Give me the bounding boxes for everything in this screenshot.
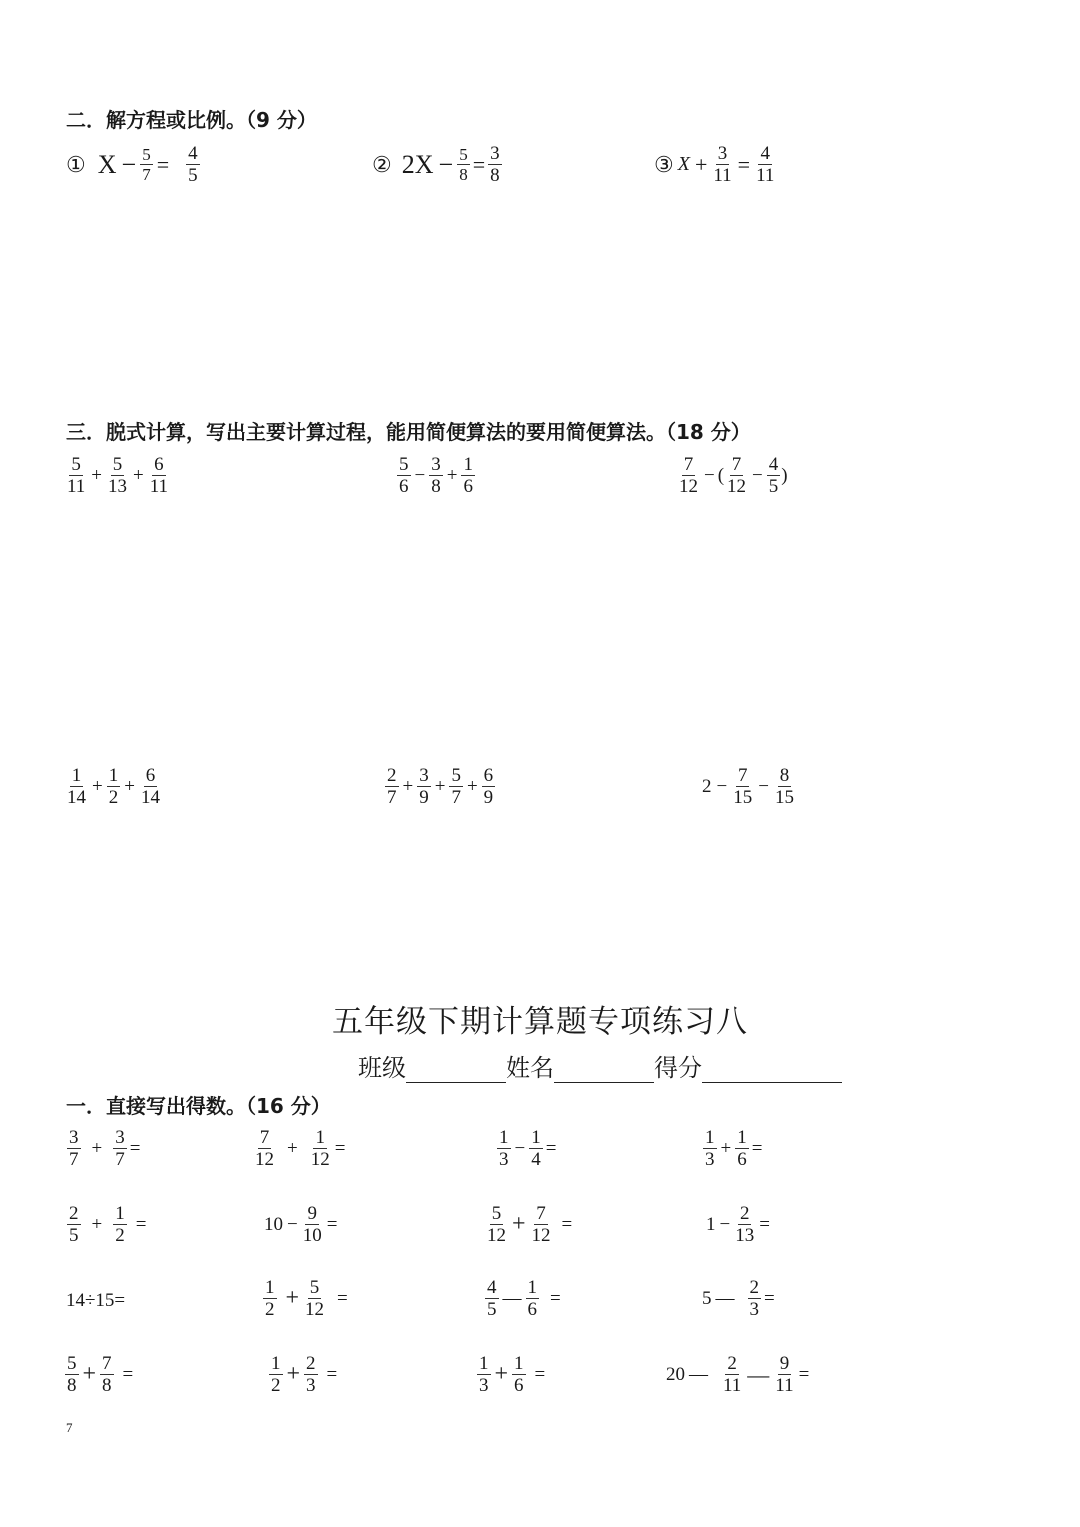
numerator: 1 [265, 1277, 275, 1298]
numerator: 3 [115, 1127, 125, 1148]
denominator: 4 [531, 1149, 541, 1171]
denominator: 5 [188, 165, 198, 187]
denominator: 6 [463, 476, 473, 498]
name-label: 姓名 [506, 1054, 554, 1082]
numerator: 4 [760, 143, 770, 164]
fraction [733, 1203, 756, 1247]
denominator: 9 [483, 787, 494, 809]
fraction [263, 1277, 277, 1321]
numerator: 5 [309, 1277, 320, 1298]
operator: + [82, 1361, 97, 1388]
fraction [477, 1353, 491, 1397]
numerator: 4 [188, 143, 198, 164]
problem-4-4 [664, 1353, 811, 1397]
numerator: 2 [739, 1203, 750, 1224]
fraction [301, 1203, 324, 1247]
numerator: 4 [768, 454, 779, 475]
score-blank [702, 1060, 842, 1083]
right-parenthesis: ) [781, 464, 788, 486]
denominator: 6 [399, 476, 409, 498]
problem-2-4 [704, 1203, 772, 1247]
numerator: 1 [737, 1127, 747, 1148]
denominator: 12 [310, 1149, 330, 1171]
denominator: 3 [479, 1375, 489, 1397]
problem-3-3-direct [484, 1277, 563, 1321]
problem-1-3 [496, 1127, 558, 1171]
operator: + [494, 1361, 509, 1388]
fraction [269, 1353, 283, 1397]
operator: + [286, 1361, 301, 1388]
problem-3-3 [676, 454, 788, 498]
numerator: 2 [69, 1203, 79, 1224]
page-number: 7 [66, 1420, 73, 1435]
denominator: 5 [69, 1225, 79, 1247]
fraction [309, 1127, 332, 1171]
fraction [397, 454, 411, 498]
equals-sign: = [122, 1363, 134, 1385]
problem-1-2 [252, 1127, 347, 1171]
numerator: 1 [705, 1127, 715, 1148]
fraction [100, 1353, 114, 1397]
operator: + [91, 1137, 103, 1159]
equals-sign: = [156, 151, 170, 177]
problem-2-3 [484, 1203, 574, 1247]
denominator: 7 [451, 787, 461, 809]
fraction [485, 1203, 508, 1247]
denominator: 14 [140, 787, 160, 809]
problem-4-2 [268, 1353, 339, 1397]
fraction [139, 765, 162, 809]
numerator: 1 [527, 1277, 537, 1298]
equals-sign: = [334, 1137, 346, 1159]
operator: + [285, 1285, 300, 1312]
whole-number: 1 [706, 1213, 716, 1235]
operator: − [716, 775, 728, 797]
numerator: 5 [142, 145, 151, 165]
numerator: 3 [431, 454, 441, 475]
class-label: 班级 [358, 1054, 406, 1082]
numerator: 1 [315, 1127, 325, 1148]
fraction [721, 1353, 743, 1397]
numerator: 7 [259, 1127, 270, 1148]
denominator: 2 [108, 787, 119, 809]
fraction [67, 1127, 81, 1171]
fraction [113, 1203, 127, 1247]
score-label: 得分 [654, 1054, 702, 1082]
operator: + [91, 464, 103, 486]
equals-sign: = [326, 1363, 338, 1385]
numerator: 3 [419, 765, 429, 786]
problem-4-3 [476, 1353, 547, 1397]
denominator: 7 [387, 787, 397, 809]
fraction [530, 1203, 553, 1247]
denominator: 13 [108, 476, 128, 498]
numerator: 7 [737, 765, 748, 786]
operator: + [694, 151, 708, 177]
equals-sign: = [545, 1137, 557, 1159]
denominator: 12 [531, 1225, 551, 1247]
fraction [67, 1203, 81, 1247]
numerator: 1 [271, 1353, 281, 1374]
numerator: 1 [531, 1127, 541, 1148]
problem-3-1-direct [66, 1290, 125, 1312]
fraction [253, 1127, 276, 1171]
numerator: 1 [463, 454, 473, 475]
numerator: 3 [717, 143, 728, 164]
numerator: 7 [683, 454, 694, 475]
denominator: 13 [735, 1225, 755, 1247]
numerator: 4 [487, 1277, 497, 1298]
denominator: 3 [306, 1375, 316, 1397]
fraction [140, 145, 153, 184]
equals-sign: = [764, 1287, 775, 1309]
numerator: 5 [67, 1353, 77, 1374]
numerator: 1 [479, 1353, 489, 1374]
name-blank [554, 1060, 654, 1083]
fraction [304, 1353, 318, 1397]
numerator: 7 [731, 454, 742, 475]
problem-2-2 [262, 1203, 339, 1247]
operator: + [287, 1137, 298, 1159]
equals-sign: = [472, 151, 486, 177]
expression-text: 14÷15= [66, 1290, 126, 1311]
fraction [65, 765, 88, 809]
fraction [526, 1277, 540, 1321]
denominator: 2 [115, 1225, 125, 1247]
operator: − [121, 149, 137, 179]
numerator: 1 [71, 765, 82, 786]
operator: − [758, 775, 769, 797]
fraction [735, 1127, 749, 1171]
problem-2-1 [66, 1203, 148, 1247]
left-parenthesis: ( [717, 464, 725, 486]
equals-sign: = [326, 1213, 338, 1235]
fraction [429, 454, 443, 498]
variable-2x: 2X [401, 149, 434, 179]
operator: − [752, 464, 763, 486]
variable-x: X [677, 153, 690, 176]
operator: + [402, 775, 414, 797]
denominator: 3 [749, 1299, 759, 1321]
equals-sign: = [737, 151, 751, 177]
problem-4-1 [64, 1353, 135, 1397]
fraction [773, 765, 796, 809]
numerator: 5 [399, 454, 409, 475]
fraction [703, 1127, 717, 1171]
fraction [485, 1277, 499, 1321]
numerator: 5 [491, 1203, 502, 1224]
fraction [711, 143, 733, 187]
operator: − [719, 1213, 731, 1235]
fraction [303, 1277, 326, 1321]
problem-3-2 [396, 454, 476, 498]
fraction [773, 1353, 795, 1397]
denominator: 12 [487, 1225, 506, 1247]
numerator: 8 [779, 765, 790, 786]
numerator: 2 [727, 1353, 737, 1374]
numerator: 1 [108, 765, 119, 786]
numerator: 1 [514, 1353, 524, 1374]
whole-number: 2 [702, 775, 712, 797]
denominator: 7 [142, 165, 151, 185]
class-name-score-line [358, 1048, 842, 1083]
fraction [754, 143, 776, 187]
whole-number: 5 [702, 1287, 712, 1309]
operator: − [704, 464, 715, 486]
circled-number-1: ① [66, 151, 86, 177]
denominator: 8 [102, 1375, 112, 1397]
denominator: 11 [756, 165, 775, 187]
fraction [449, 765, 463, 809]
numerator: 5 [112, 454, 123, 475]
operator: + [92, 775, 103, 797]
operator: + [434, 775, 446, 797]
numerator: 7 [102, 1353, 112, 1374]
denominator: 2 [265, 1299, 275, 1321]
fraction [529, 1127, 543, 1171]
fraction [385, 765, 399, 809]
problem-3-6 [700, 765, 797, 809]
denominator: 12 [305, 1299, 325, 1321]
fraction [767, 454, 781, 498]
operator: — [502, 1287, 522, 1309]
denominator: 15 [733, 787, 753, 809]
operator: + [720, 1137, 732, 1159]
operator: + [466, 775, 478, 797]
operator: − [438, 149, 454, 179]
denominator: 10 [302, 1225, 322, 1247]
page-title: 五年级下期计算题专项练习八 [332, 1004, 748, 1040]
problem-3-5 [384, 765, 496, 809]
operator: + [512, 1211, 526, 1238]
problem-3-1 [64, 454, 171, 498]
equals-sign: = [759, 1213, 770, 1235]
operator: − [287, 1213, 298, 1235]
denominator: 7 [69, 1149, 79, 1171]
denominator: 14 [67, 787, 86, 809]
fraction [113, 1127, 127, 1171]
denominator: 8 [67, 1375, 77, 1397]
fraction [488, 143, 502, 187]
fraction [677, 454, 700, 498]
denominator: 8 [459, 165, 468, 185]
denominator: 12 [679, 476, 698, 498]
numerator: 3 [69, 1127, 79, 1148]
problem-3-4 [64, 765, 163, 809]
circled-number-2: ② [372, 151, 392, 177]
equals-sign: = [751, 1137, 763, 1159]
numerator: 6 [145, 765, 156, 786]
equals-sign: = [561, 1213, 573, 1235]
denominator: 11 [713, 165, 732, 187]
numerator: 1 [499, 1127, 509, 1148]
denominator: 2 [271, 1375, 281, 1397]
denominator: 5 [487, 1299, 497, 1321]
numerator: 5 [71, 454, 81, 475]
operator: — [715, 1287, 735, 1309]
operator: — [689, 1363, 708, 1385]
problem-1-4 [702, 1127, 764, 1171]
whole-number: 20 [666, 1363, 685, 1385]
equals-sign: = [337, 1287, 348, 1309]
numerator: 9 [779, 1353, 790, 1374]
denominator: 6 [737, 1149, 747, 1171]
denominator: 15 [774, 787, 794, 809]
variable-x: X [97, 149, 117, 179]
equals-sign: = [798, 1363, 810, 1385]
section-3-heading: 三．脱式计算，写出主要计算过程，能用简便算法的要用简便算法。（18 分） [66, 420, 751, 444]
fraction [148, 454, 170, 498]
denominator: 11 [775, 1375, 794, 1397]
numerator: 1 [115, 1203, 125, 1224]
denominator: 6 [527, 1299, 537, 1321]
fraction [461, 454, 475, 498]
numerator: 3 [490, 143, 500, 164]
equals-sign: = [135, 1213, 147, 1235]
numerator: 2 [749, 1277, 759, 1298]
fraction [731, 765, 754, 809]
fraction [725, 454, 748, 498]
numerator: 9 [307, 1203, 317, 1224]
fraction [417, 765, 431, 809]
numerator: 6 [483, 765, 494, 786]
fraction [512, 1353, 526, 1397]
circled-number-3: ③ [654, 151, 674, 177]
equals-sign: = [534, 1363, 546, 1385]
operator: + [446, 464, 458, 486]
whole-number: 10 [264, 1213, 283, 1235]
denominator: 8 [490, 165, 500, 187]
operator: + [124, 775, 135, 797]
denominator: 3 [499, 1149, 509, 1171]
equals-sign: = [550, 1287, 561, 1309]
denominator: 5 [768, 476, 779, 498]
denominator: 11 [723, 1375, 742, 1397]
problem-3-2-direct [262, 1277, 350, 1321]
fraction [65, 1353, 79, 1397]
equation-1 [64, 143, 201, 187]
denominator: 7 [115, 1149, 125, 1171]
numerator: 2 [306, 1353, 316, 1374]
fraction [457, 145, 470, 184]
problem-1-1 [66, 1127, 142, 1171]
fraction [65, 454, 87, 498]
operator: − [514, 1137, 526, 1159]
fraction [748, 1277, 762, 1321]
equals-sign: = [129, 1137, 141, 1159]
fraction [106, 454, 129, 498]
section-1-heading: 一．直接写出得数。（16 分） [66, 1094, 331, 1118]
class-blank [406, 1060, 506, 1083]
operator: — [747, 1361, 770, 1387]
numerator: 5 [451, 765, 461, 786]
operator: + [91, 1213, 103, 1235]
equation-2 [370, 143, 503, 187]
fraction [482, 765, 496, 809]
numerator: 2 [387, 765, 397, 786]
fraction [186, 143, 200, 187]
problem-3-4-direct [700, 1277, 777, 1321]
denominator: 3 [705, 1149, 715, 1171]
numerator: 5 [459, 145, 468, 165]
fraction [497, 1127, 511, 1171]
denominator: 12 [255, 1149, 274, 1171]
numerator: 7 [536, 1203, 546, 1224]
denominator: 9 [419, 787, 429, 809]
fraction [107, 765, 121, 809]
equation-3 [652, 143, 777, 187]
numerator: 6 [154, 454, 164, 475]
denominator: 8 [431, 476, 441, 498]
section-2-heading: 二．解方程或比例。（9 分） [66, 108, 317, 132]
operator: + [133, 464, 144, 486]
denominator: 11 [67, 476, 86, 498]
operator: − [414, 464, 426, 486]
denominator: 11 [149, 476, 169, 498]
denominator: 12 [727, 476, 747, 498]
denominator: 6 [514, 1375, 524, 1397]
